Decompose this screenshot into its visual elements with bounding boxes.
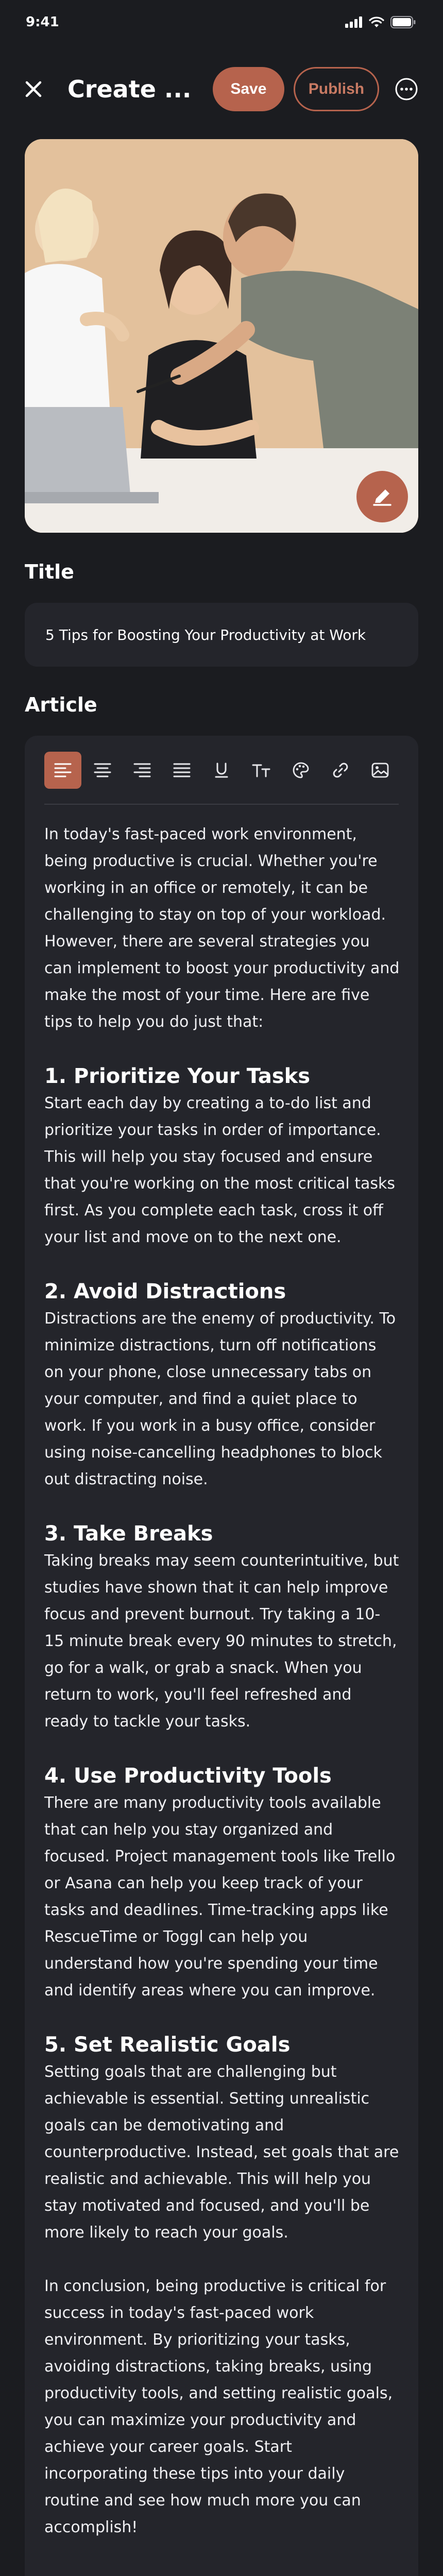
align-left-icon — [54, 762, 72, 778]
title-input-value: 5 Tips for Boosting Your Productivity at Work — [45, 626, 366, 643]
toolbar-divider — [44, 804, 399, 805]
more-options-icon — [395, 77, 418, 101]
underline-icon — [214, 762, 229, 778]
more-options-button[interactable] — [395, 77, 418, 101]
cover-photo — [25, 139, 418, 533]
article-intro: In today's fast-paced work environment, being productive is crucial. Whether you're working in an office or remotely, it can be challenging to stay on top of your workload. However, there are several strategies you can implement to boost your productivity and make the most of your time. Here are five tips to help you do just that: — [44, 825, 400, 1031]
article-editor[interactable] — [25, 736, 418, 2576]
wifi-icon — [369, 16, 384, 28]
section-heading: 4. Use Productivity Tools — [44, 1764, 332, 1788]
align-justify-icon — [173, 762, 191, 778]
align-center-icon — [94, 762, 111, 778]
section-body: Taking breaks may seem counterintuitive, but studies have shown that it can help improve focus and prevent burnout. Try taking a 10-15 minute break every 90 minutes to stretch, go for a walk, or grab a snack. When you return to work, you'll feel refreshed and ready to tackle your tasks. — [44, 1552, 399, 1731]
battery-icon — [390, 16, 416, 28]
pencil-icon — [371, 485, 394, 508]
title-input[interactable] — [25, 603, 418, 667]
article-body[interactable] — [44, 821, 400, 2568]
close-icon — [25, 80, 42, 98]
section-body: Start each day by creating a to-do list and prioritize your tasks in order of importance. This will help you stay focused and ensure that you're working on the most critical tasks first. As you complete each task, cross it off your list and move on to the next one. — [44, 1094, 395, 1246]
status-icons — [345, 16, 416, 28]
link-icon — [332, 761, 349, 779]
article-section — [44, 1762, 400, 2004]
article-section — [44, 1520, 400, 1735]
article-section — [44, 2031, 400, 2246]
article-conclusion: In conclusion, being productive is critical for success in today's fast-paced work environment. By prioritizing your tasks, avoiding distractions, taking breaks, using productivity tools, and setting realistic goals, you can maximize your productivity and achieve your career goals. Start incorporating these tips into your daily routine and see how much more you can accomplish! — [44, 2277, 393, 2536]
align-center-button[interactable] — [84, 752, 121, 789]
close-button[interactable] — [25, 74, 51, 104]
section-heading: 1. Prioritize Your Tasks — [44, 1064, 311, 1088]
align-justify-button[interactable] — [163, 752, 200, 789]
text-size-button[interactable] — [243, 752, 280, 789]
text-size-icon — [252, 762, 270, 778]
link-button[interactable] — [322, 752, 359, 789]
color-palette-icon — [292, 761, 310, 779]
status-bar — [0, 0, 443, 44]
align-left-button[interactable] — [44, 752, 81, 789]
signal-icon — [345, 16, 363, 28]
section-heading: 2. Avoid Distractions — [44, 1280, 286, 1303]
section-body: Distractions are the enemy of productivity. To minimize distractions, turn off notifications on your phone, close unnecessary tabs on your computer, and find a quiet place to work. If you work in a busy office, consider using noise-cancelling headphones to block out distracting noise. — [44, 1310, 396, 1488]
page-title: Create ... — [67, 75, 192, 103]
section-body: There are many productivity tools available that can help you stay organized and focused. Project management tools like Trello or Asana can help you keep track of your tasks and deadlines. Time-tracking apps like RescueTime or Toggl can help you understand how you're spending your time and identify areas where you can improve. — [44, 1794, 396, 1999]
edit-cover-button[interactable] — [356, 471, 408, 522]
section-body: Setting goals that are challenging but achievable is essential. Setting unrealistic goals can be demotivating and counterproductive. Instead, set goals that are realistic and achievable. This will help you stay motivated and focused, and you'll be more likely to reach your goals. — [44, 2063, 399, 2242]
title-label: Title — [25, 561, 74, 583]
status-time: 9:41 — [26, 14, 59, 30]
image-icon — [371, 762, 389, 778]
article-label: Article — [25, 693, 97, 716]
underline-button[interactable] — [203, 752, 240, 789]
section-heading: 3. Take Breaks — [44, 1522, 213, 1546]
cover-image[interactable] — [25, 139, 418, 533]
section-heading: 5. Set Realistic Goals — [44, 2033, 291, 2057]
article-section — [44, 1062, 400, 1251]
save-button[interactable]: Save — [213, 67, 284, 111]
color-palette-button[interactable] — [282, 752, 319, 789]
align-right-icon — [133, 762, 151, 778]
editor-toolbar — [44, 749, 399, 791]
image-button[interactable] — [362, 752, 399, 789]
publish-button[interactable]: Publish — [294, 67, 379, 111]
article-section — [44, 1278, 400, 1493]
header — [0, 61, 443, 117]
align-right-button[interactable] — [124, 752, 161, 789]
